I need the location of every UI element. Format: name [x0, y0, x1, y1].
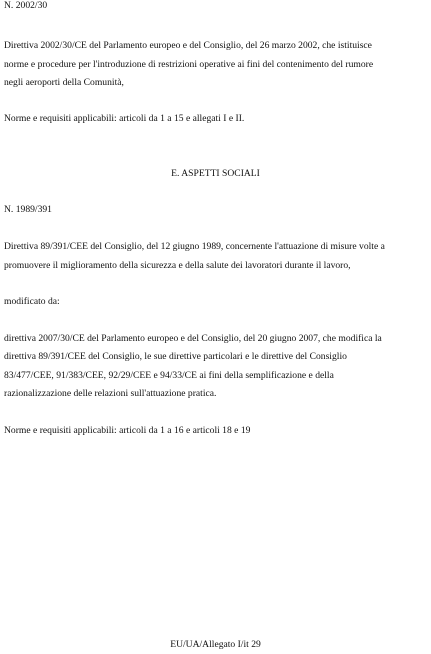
page-footer: EU/UA/Allegato I/it 29 — [170, 639, 261, 650]
directive-1989-391-line-2: promuovere il miglioramento della sicurezza e della salute dei lavoratori durante il lavoro, — [4, 260, 351, 271]
directive-2007-30-line-4: razionalizzazione delle relazioni sull'attuazione pratica. — [4, 388, 217, 399]
section-heading: E. ASPETTI SOCIALI — [171, 168, 260, 179]
applicable-requirements-2: Norme e requisiti applicabili: articoli da 1 a 16 e articoli 18 e 19 — [4, 425, 251, 436]
directive-2002-30-line-2: norme e procedure per l'introduzione di restrizioni operative ai fini del contenimento del rumore — [4, 59, 374, 70]
directive-2007-30-line-3: 83/477/CEE, 91/383/CEE, 92/29/CEE e 94/33/CE ai fini della semplificazione e della — [4, 370, 334, 381]
applicable-requirements-1: Norme e requisiti applicabili: articoli da 1 a 15 e allegati I e II. — [4, 113, 245, 124]
directive-2007-30-line-1: direttiva 2007/30/CE del Parlamento europeo e del Consiglio, del 20 giugno 2007, che modifica la — [4, 333, 382, 344]
directive-2007-30-line-2: direttiva 89/391/CEE del Consiglio, le sue direttive particolari e le direttive del Consiglio — [4, 351, 347, 362]
directive-2002-30-line-3: negli aeroporti della Comunità, — [4, 77, 124, 88]
document-reference-1989-391: N. 1989/391 — [4, 204, 52, 215]
modified-by-label: modificato da: — [4, 296, 60, 307]
directive-1989-391-line-1: Direttiva 89/391/CEE del Consiglio, del 12 giugno 1989, concernente l'attuazione di misure volte a — [4, 241, 385, 252]
directive-2002-30-line-1: Direttiva 2002/30/CE del Parlamento europeo e del Consiglio, del 26 marzo 2002, che istituisce — [4, 40, 372, 51]
document-reference-2002-30: N. 2002/30 — [4, 0, 48, 11]
